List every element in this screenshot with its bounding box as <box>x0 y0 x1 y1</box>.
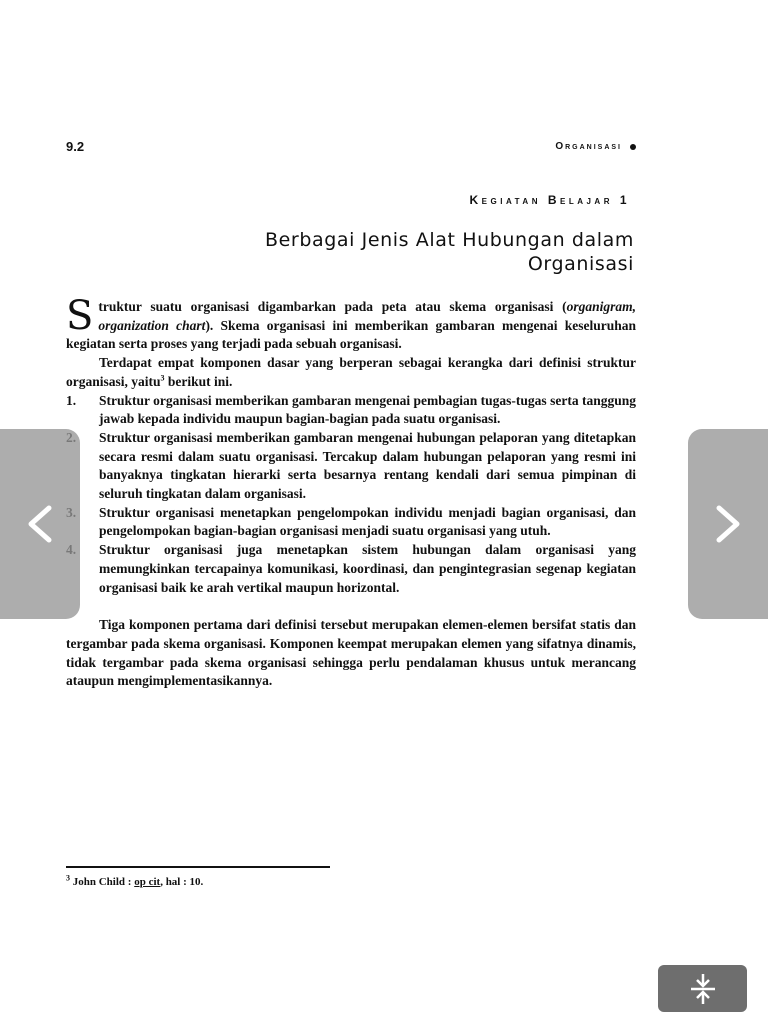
lead-text: Terdapat empat komponen dasar yang berperan sebagai kerangka dari definisi struktur organisasi, yaitu <box>66 355 636 389</box>
header-bullet-dot <box>630 144 636 150</box>
chevron-right-icon <box>713 504 743 544</box>
list-item-text: Struktur organisasi memberikan gambaran mengenai pembagian tugas-tugas serta tanggung jawab kepada individu maupun bagian-bagian pada suatu organisasi. <box>99 392 636 427</box>
intro-paragraph <box>66 293 637 354</box>
list-item <box>66 541 636 597</box>
closing-paragraph: Tiga komponen pertama dari definisi tersebut merupakan elemen-elemen bersifat statis dan tergambar pada skema organisasi. Komponen keempat merupakan elemen yang sifatnya dinamis, tidak tergambar pada skema organisasi sehingga perlu pendalaman khusus untuk merancang ataupun mengimplementasikannya. <box>66 617 636 689</box>
footnote-divider <box>66 866 330 868</box>
footnote-author: John Child : <box>70 876 135 888</box>
list-item-number: 1. <box>66 392 77 408</box>
list-item <box>66 392 636 429</box>
footnote-marker: 3 <box>66 873 70 883</box>
list-item <box>66 429 636 504</box>
paragraph-gap <box>66 597 636 616</box>
component-list <box>66 392 636 598</box>
list-item-text: Struktur organisasi memberikan gambaran mengenai hubungan pelaporan yang ditetapkan secara resmi dalam suatu organisasi. Tercakup dalam hubungan pelaporan yang resmi ini banyaknya tingkatan hierarki serta besarnya rentang kendali dari semua pimpinan di seluruh tingkatan dalam organisasi. <box>99 429 636 502</box>
running-title: Organisasi <box>555 141 622 152</box>
footnote <box>66 873 204 888</box>
previous-page-button[interactable] <box>0 429 80 619</box>
lead-text-after: berikut ini. <box>164 373 233 389</box>
collapse-vertical-icon <box>687 972 719 1006</box>
chapter-title-line-2: Organisasi <box>527 253 634 275</box>
footnote-reference: 3 <box>160 373 165 383</box>
body-text <box>66 293 637 691</box>
section-label: Kegiatan Belajar 1 <box>469 193 630 207</box>
page-header <box>66 139 636 159</box>
list-item-text: Struktur organisasi menetapkan pengelompokan individu menjadi bagian organisasi, dan pengelompokan bagian-bagian organisasi menjadi suatu organisasi yang utuh. <box>99 504 636 539</box>
lead-paragraph <box>66 354 636 391</box>
footnote-rest: , hal : 10. <box>160 876 204 888</box>
list-item-text: Struktur organisasi juga menetapkan sistem hubungan dalam organisasi yang memungkinkan tercapainya komunikasi, koordinasi, dan pengintegrasian segenap kegiatan organisasi baik ke arah vertikal maupun horizontal. <box>99 542 636 595</box>
fit-page-button[interactable] <box>658 965 747 1012</box>
chevron-left-icon <box>25 504 55 544</box>
intro-text-after: ). Skema organisasi ini memberikan gambaran mengenai keseluruhan kegiatan serta proses yang terjadi pada sebuah organisasi. <box>66 317 637 352</box>
drop-cap: S <box>66 293 94 339</box>
list-item <box>66 504 636 541</box>
page-number: 9.2 <box>66 139 85 154</box>
chapter-title <box>114 228 634 276</box>
chapter-title-line-1: Berbagai Jenis Alat Hubungan dalam <box>264 229 634 251</box>
intro-text-before: truktur suatu organisasi digambarkan pada peta atau skema organisasi ( <box>98 299 567 314</box>
footnote-ref: op cit <box>134 876 161 888</box>
intro-italic-term: organigram, organization chart <box>98 299 636 333</box>
next-page-button[interactable] <box>688 429 768 619</box>
